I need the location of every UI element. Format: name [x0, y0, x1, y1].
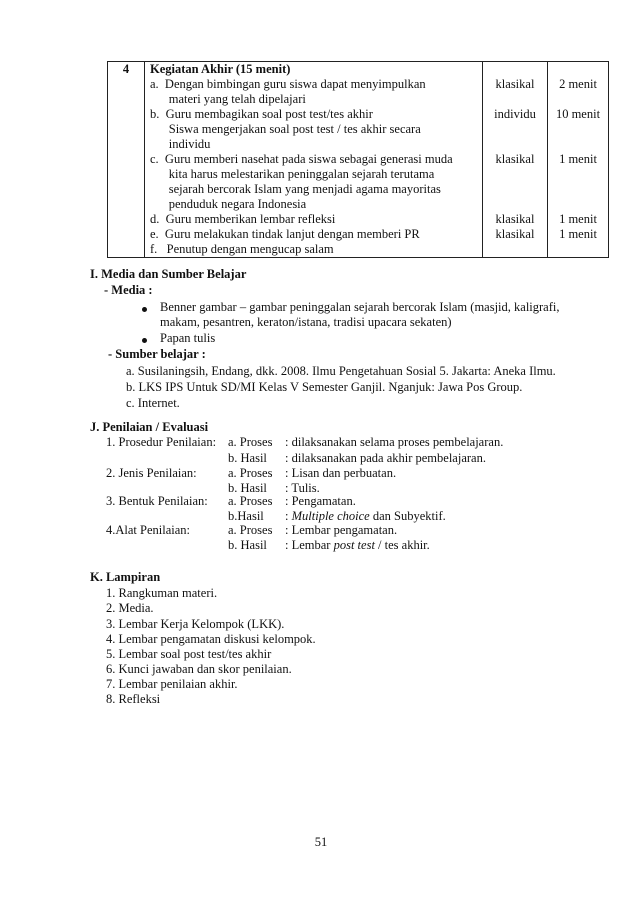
sumber-label: - Sumber belajar : — [108, 347, 206, 361]
activity-title: Kegiatan Akhir (15 menit) — [150, 62, 291, 76]
time-value — [548, 122, 608, 137]
time-value — [548, 92, 608, 107]
activity-line: sejarah bercorak Islam yang menjadi agama mayoritas — [150, 182, 441, 196]
activity-line: a. Dengan bimbingan guru siswa dapat menyimpulkan — [150, 77, 426, 91]
form-label: 3. Bentuk Penilaian: — [106, 494, 208, 508]
section-j-heading: J. Penilaian / Evaluasi — [90, 420, 209, 434]
activity-table — [107, 61, 609, 258]
bullet-icon — [142, 338, 147, 343]
time-value — [548, 197, 608, 212]
method-value — [483, 92, 547, 107]
activity-line: kita harus melestarikan peninggalan sejarah terutama — [150, 167, 435, 181]
time-value — [548, 242, 608, 257]
list-item: 2. Media. — [106, 601, 154, 615]
result-label: b.Hasil — [228, 509, 264, 523]
method-value — [483, 137, 547, 152]
time-lines — [548, 77, 608, 257]
time-value: 1 menit — [559, 212, 597, 226]
process-label: a. Proses — [228, 466, 273, 480]
activity-line: Siswa mengerjakan soal post test / tes akhir secara — [150, 122, 421, 136]
method-value — [483, 242, 547, 257]
method-value — [483, 197, 547, 212]
list-item: 5. Lembar soal post test/tes akhir — [106, 647, 272, 661]
media-item-1-line-2: makam, pesantren, keraton/istana, tradisi upacara sekaten) — [160, 315, 452, 329]
activity-line: penduduk negara Indonesia — [150, 197, 307, 211]
time-value: 10 menit — [555, 107, 601, 121]
media-item-1-line-1: Benner gambar – gambar peninggalan sejarah bercorak Islam (masjid, kaligrafi, — [160, 300, 560, 314]
list-item: 3. Lembar Kerja Kelompok (LKK). — [106, 617, 285, 631]
activity-line: b. Guru membagikan soal post test/tes akhir — [150, 107, 373, 121]
time-value — [548, 137, 608, 152]
method-value: individu — [494, 107, 536, 121]
method-value — [483, 122, 547, 137]
process-value: : Lembar pengamatan. — [285, 523, 398, 537]
list-item: 7. Lembar penilaian akhir. — [106, 677, 238, 691]
list-item: 6. Kunci jawaban dan skor penilaian. — [106, 662, 292, 676]
method-cell — [483, 62, 548, 258]
activity-line: c. Guru memberi nasehat pada siswa sebagai generasi muda — [150, 152, 453, 166]
method-value: klasikal — [495, 152, 535, 166]
activity-line: individu — [150, 137, 211, 151]
sumber-item: a. Susilaningsih, Endang, dkk. 2008. Ilmu Pengetahuan Sosial 5. Jakarta: Aneka Ilmu. — [126, 364, 556, 378]
activity-lines — [150, 77, 482, 257]
procedure-label: 1. Prosedur Penilaian: — [106, 435, 217, 449]
list-item: 1. Rangkuman materi. — [106, 586, 218, 600]
time-value: 1 menit — [559, 227, 597, 241]
method-value: klasikal — [495, 77, 535, 91]
time-value — [548, 182, 608, 197]
method-value — [483, 167, 547, 182]
process-label: a. Proses — [228, 494, 273, 508]
activity-line: materi yang telah dipelajari — [150, 92, 306, 106]
list-item: 4. Lembar pengamatan diskusi kelompok. — [106, 632, 316, 646]
media-item-2: Papan tulis — [160, 331, 216, 345]
bullet-icon — [142, 307, 147, 312]
result-value: : Lembar post test / tes akhir. — [285, 538, 430, 552]
page-number: 51 — [314, 835, 328, 849]
time-value — [548, 167, 608, 182]
process-label: a. Proses — [228, 523, 273, 537]
row-number-cell — [108, 62, 145, 258]
activity-line: d. Guru memberikan lembar refleksi — [150, 212, 336, 226]
table-row — [108, 62, 609, 258]
activity-cell — [145, 62, 483, 258]
method-lines — [483, 77, 547, 257]
section-i-heading: I. Media dan Sumber Belajar — [90, 267, 247, 281]
process-value: : Pengamatan. — [285, 494, 356, 508]
time-value: 2 menit — [559, 77, 597, 91]
result-value: : Multiple choice dan Subyektif. — [285, 509, 446, 523]
process-label: a. Proses — [228, 435, 273, 449]
result-label: b. Hasil — [228, 538, 267, 552]
process-value: : dilaksanakan selama proses pembelajaran. — [285, 435, 504, 449]
sumber-item: b. LKS IPS Untuk SD/MI Kelas V Semester Ganjil. Nganjuk: Jawa Pos Group. — [126, 380, 523, 394]
method-value: klasikal — [495, 227, 535, 241]
time-value: 1 menit — [559, 152, 597, 166]
result-label: b. Hasil — [228, 481, 267, 495]
section-k-heading: K. Lampiran — [90, 570, 161, 584]
sumber-item: c. Internet. — [126, 396, 180, 410]
result-value: : Tulis. — [285, 481, 320, 495]
result-value: : dilaksanakan pada akhir pembelajaran. — [285, 451, 486, 465]
activity-line: f. Penutup dengan mengucap salam — [150, 242, 334, 256]
activity-line: e. Guru melakukan tindak lanjut dengan memberi PR — [150, 227, 420, 241]
list-item: 8. Refleksi — [106, 692, 161, 706]
tool-label: 4.Alat Penilaian: — [106, 523, 191, 537]
method-value: klasikal — [495, 212, 535, 226]
method-value — [483, 182, 547, 197]
time-cell — [548, 62, 609, 258]
process-value: : Lisan dan perbuatan. — [285, 466, 397, 480]
type-label: 2. Jenis Penilaian: — [106, 466, 197, 480]
media-label: - Media : — [104, 283, 153, 297]
result-label: b. Hasil — [228, 451, 267, 465]
row-number: 4 — [122, 62, 130, 76]
